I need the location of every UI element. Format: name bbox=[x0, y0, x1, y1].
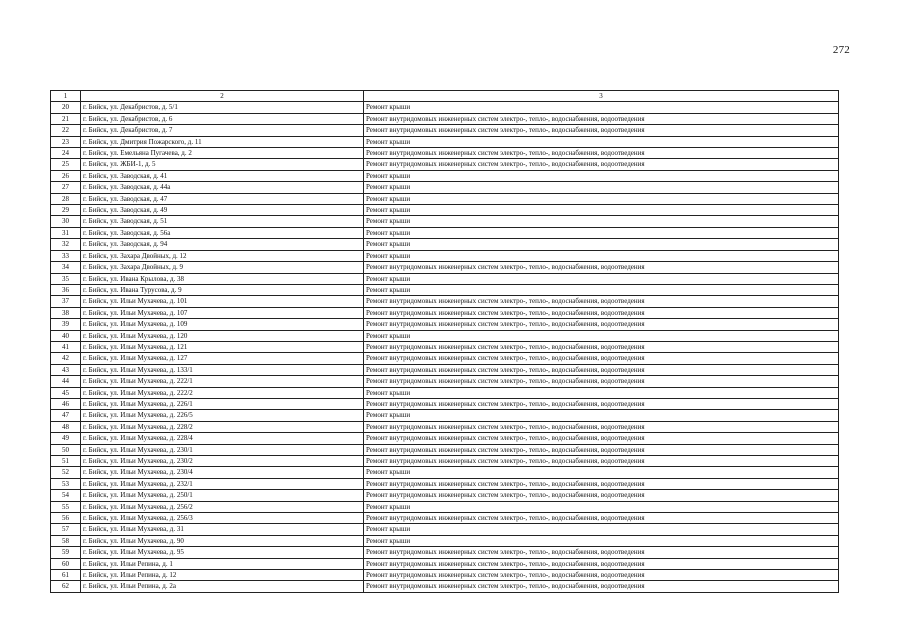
table-row bbox=[51, 296, 839, 307]
table-row bbox=[51, 570, 839, 581]
table-row bbox=[51, 136, 839, 147]
address-cell: г. Бийск, ул. Ильи Мухачева, д. 120 bbox=[81, 330, 364, 341]
work-type-cell: Ремонт крыши bbox=[364, 467, 839, 478]
address-cell: г. Бийск, ул. Ивана Турусова, д. 9 bbox=[81, 284, 364, 295]
address-cell: г. Бийск, ул. Ильи Мухачева, д. 222/2 bbox=[81, 387, 364, 398]
table-row bbox=[51, 524, 839, 535]
work-type-cell: Ремонт крыши bbox=[364, 250, 839, 261]
page-number: 272 bbox=[832, 44, 850, 56]
work-type-cell: Ремонт крыши bbox=[364, 273, 839, 284]
row-number-cell: 50 bbox=[51, 444, 81, 455]
address-cell: г. Бийск, ул. Заводская, д. 51 bbox=[81, 216, 364, 227]
work-type-cell: Ремонт крыши bbox=[364, 136, 839, 147]
address-cell: г. Бийск, ул. Захара Двойных, д. 9 bbox=[81, 262, 364, 273]
row-number-cell: 31 bbox=[51, 227, 81, 238]
table-row bbox=[51, 410, 839, 421]
table-row bbox=[51, 398, 839, 409]
work-type-cell: Ремонт крыши bbox=[364, 182, 839, 193]
table-row bbox=[51, 148, 839, 159]
address-cell: г. Бийск, ул. Декабристов, д. 5/1 bbox=[81, 102, 364, 113]
row-number-cell: 22 bbox=[51, 125, 81, 136]
row-number-cell: 49 bbox=[51, 433, 81, 444]
work-type-cell: Ремонт внутридомовых инженерных систем электро-, тепло-, водоснабжения, водоотведения bbox=[364, 159, 839, 170]
table-row bbox=[51, 581, 839, 592]
row-number-cell: 39 bbox=[51, 319, 81, 330]
work-type-cell: Ремонт внутридомовых инженерных систем электро-, тепло-, водоснабжения, водоотведения bbox=[364, 113, 839, 124]
table-row bbox=[51, 262, 839, 273]
table-row bbox=[51, 170, 839, 181]
work-type-cell: Ремонт крыши bbox=[364, 102, 839, 113]
table-row bbox=[51, 535, 839, 546]
row-number-cell: 52 bbox=[51, 467, 81, 478]
row-number-cell: 43 bbox=[51, 364, 81, 375]
row-number-cell: 56 bbox=[51, 513, 81, 524]
work-type-cell: Ремонт крыши bbox=[364, 239, 839, 250]
address-cell: г. Бийск, ул. Ильи Мухачева, д. 230/2 bbox=[81, 456, 364, 467]
work-type-cell: Ремонт внутридомовых инженерных систем электро-, тепло-, водоснабжения, водоотведения bbox=[364, 478, 839, 489]
table-row bbox=[51, 250, 839, 261]
table-row bbox=[51, 353, 839, 364]
table-row bbox=[51, 113, 839, 124]
table-row bbox=[51, 193, 839, 204]
column-header-work-type: 3 bbox=[364, 91, 839, 102]
column-header-address: 2 bbox=[81, 91, 364, 102]
table-row bbox=[51, 387, 839, 398]
table-row bbox=[51, 444, 839, 455]
address-cell: г. Бийск, ул. Декабристов, д. 6 bbox=[81, 113, 364, 124]
table-row bbox=[51, 319, 839, 330]
repair-schedule-table bbox=[50, 90, 839, 593]
work-type-cell: Ремонт внутридомовых инженерных систем электро-, тепло-, водоснабжения, водоотведения bbox=[364, 376, 839, 387]
table-row bbox=[51, 182, 839, 193]
row-number-cell: 33 bbox=[51, 250, 81, 261]
work-type-cell: Ремонт внутридомовых инженерных систем электро-, тепло-, водоснабжения, водоотведения bbox=[364, 319, 839, 330]
table-body bbox=[51, 102, 839, 592]
row-number-cell: 32 bbox=[51, 239, 81, 250]
work-type-cell: Ремонт крыши bbox=[364, 535, 839, 546]
work-type-cell: Ремонт внутридомовых инженерных систем электро-, тепло-, водоснабжения, водоотведения bbox=[364, 444, 839, 455]
address-cell: г. Бийск, ул. Ильи Мухачева, д. 250/1 bbox=[81, 490, 364, 501]
work-type-cell: Ремонт крыши bbox=[364, 387, 839, 398]
work-type-cell: Ремонт внутридомовых инженерных систем электро-, тепло-, водоснабжения, водоотведения bbox=[364, 570, 839, 581]
address-cell: г. Бийск, ул. Ильи Мухачева, д. 109 bbox=[81, 319, 364, 330]
table-row bbox=[51, 227, 839, 238]
table-row bbox=[51, 456, 839, 467]
work-type-cell: Ремонт внутридомовых инженерных систем электро-, тепло-, водоснабжения, водоотведения bbox=[364, 547, 839, 558]
address-cell: г. Бийск, ул. Ильи Мухачева, д. 256/2 bbox=[81, 501, 364, 512]
address-cell: г. Бийск, ул. Ильи Мухачева, д. 107 bbox=[81, 307, 364, 318]
address-cell: г. Бийск, ул. Ильи Мухачева, д. 228/2 bbox=[81, 421, 364, 432]
row-number-cell: 20 bbox=[51, 102, 81, 113]
work-type-cell: Ремонт внутридомовых инженерных систем электро-, тепло-, водоснабжения, водоотведения bbox=[364, 296, 839, 307]
row-number-cell: 58 bbox=[51, 535, 81, 546]
row-number-cell: 34 bbox=[51, 262, 81, 273]
table-row bbox=[51, 330, 839, 341]
work-type-cell: Ремонт внутридомовых инженерных систем электро-, тепло-, водоснабжения, водоотведения bbox=[364, 364, 839, 375]
row-number-cell: 54 bbox=[51, 490, 81, 501]
address-cell: г. Бийск, ул. Ильи Мухачева, д. 95 bbox=[81, 547, 364, 558]
address-cell: г. Бийск, ул. Декабристов, д. 7 bbox=[81, 125, 364, 136]
row-number-cell: 45 bbox=[51, 387, 81, 398]
work-type-cell: Ремонт внутридомовых инженерных систем электро-, тепло-, водоснабжения, водоотведения bbox=[364, 148, 839, 159]
row-number-cell: 59 bbox=[51, 547, 81, 558]
table-header-row bbox=[51, 91, 839, 102]
address-cell: г. Бийск, ул. Ильи Мухачева, д. 232/1 bbox=[81, 478, 364, 489]
work-type-cell: Ремонт внутридомовых инженерных систем электро-, тепло-, водоснабжения, водоотведения bbox=[364, 581, 839, 592]
row-number-cell: 41 bbox=[51, 341, 81, 352]
row-number-cell: 47 bbox=[51, 410, 81, 421]
row-number-cell: 25 bbox=[51, 159, 81, 170]
table-row bbox=[51, 273, 839, 284]
address-cell: г. Бийск, ул. Заводская, д. 49 bbox=[81, 205, 364, 216]
work-type-cell: Ремонт внутридомовых инженерных систем электро-, тепло-, водоснабжения, водоотведения bbox=[364, 341, 839, 352]
address-cell: г. Бийск, ул. Ильи Мухачева, д. 31 bbox=[81, 524, 364, 535]
table-row bbox=[51, 205, 839, 216]
address-cell: г. Бийск, ул. Дмитрия Пожарского, д. 11 bbox=[81, 136, 364, 147]
row-number-cell: 48 bbox=[51, 421, 81, 432]
row-number-cell: 26 bbox=[51, 170, 81, 181]
row-number-cell: 35 bbox=[51, 273, 81, 284]
column-header-number: 1 bbox=[51, 91, 81, 102]
table-row bbox=[51, 102, 839, 113]
work-type-cell: Ремонт крыши bbox=[364, 227, 839, 238]
work-type-cell: Ремонт крыши bbox=[364, 501, 839, 512]
work-type-cell: Ремонт крыши bbox=[364, 524, 839, 535]
row-number-cell: 23 bbox=[51, 136, 81, 147]
address-cell: г. Бийск, ул. Ильи Мухачева, д. 226/5 bbox=[81, 410, 364, 421]
table-row bbox=[51, 478, 839, 489]
row-number-cell: 62 bbox=[51, 581, 81, 592]
row-number-cell: 29 bbox=[51, 205, 81, 216]
table-row bbox=[51, 513, 839, 524]
address-cell: г. Бийск, ул. Ильи Мухачева, д. 133/1 bbox=[81, 364, 364, 375]
row-number-cell: 38 bbox=[51, 307, 81, 318]
address-cell: г. Бийск, ул. ЖБИ-1, д. 5 bbox=[81, 159, 364, 170]
address-cell: г. Бийск, ул. Ильи Мухачева, д. 230/4 bbox=[81, 467, 364, 478]
work-type-cell: Ремонт внутридомовых инженерных систем электро-, тепло-, водоснабжения, водоотведения bbox=[364, 262, 839, 273]
row-number-cell: 30 bbox=[51, 216, 81, 227]
table-row bbox=[51, 433, 839, 444]
work-type-cell: Ремонт внутридомовых инженерных систем электро-, тепло-, водоснабжения, водоотведения bbox=[364, 558, 839, 569]
address-cell: г. Бийск, ул. Ильи Репина, д. 2а bbox=[81, 581, 364, 592]
work-type-cell: Ремонт внутридомовых инженерных систем электро-, тепло-, водоснабжения, водоотведения bbox=[364, 456, 839, 467]
work-type-cell: Ремонт внутридомовых инженерных систем электро-, тепло-, водоснабжения, водоотведения bbox=[364, 398, 839, 409]
work-type-cell: Ремонт крыши bbox=[364, 284, 839, 295]
table-row bbox=[51, 558, 839, 569]
row-number-cell: 36 bbox=[51, 284, 81, 295]
address-cell: г. Бийск, ул. Заводская, д. 94 bbox=[81, 239, 364, 250]
work-type-cell: Ремонт внутридомовых инженерных систем электро-, тепло-, водоснабжения, водоотведения bbox=[364, 125, 839, 136]
address-cell: г. Бийск, ул. Ильи Мухачева, д. 256/3 bbox=[81, 513, 364, 524]
work-type-cell: Ремонт крыши bbox=[364, 410, 839, 421]
address-cell: г. Бийск, ул. Ильи Мухачева, д. 226/1 bbox=[81, 398, 364, 409]
table-row bbox=[51, 376, 839, 387]
work-type-cell: Ремонт внутридомовых инженерных систем электро-, тепло-, водоснабжения, водоотведения bbox=[364, 490, 839, 501]
table-row bbox=[51, 421, 839, 432]
row-number-cell: 55 bbox=[51, 501, 81, 512]
address-cell: г. Бийск, ул. Ильи Репина, д. 12 bbox=[81, 570, 364, 581]
table-row bbox=[51, 216, 839, 227]
table-row bbox=[51, 239, 839, 250]
work-type-cell: Ремонт внутридомовых инженерных систем электро-, тепло-, водоснабжения, водоотведения bbox=[364, 513, 839, 524]
address-cell: г. Бийск, ул. Ильи Мухачева, д. 228/4 bbox=[81, 433, 364, 444]
work-type-cell: Ремонт внутридомовых инженерных систем электро-, тепло-, водоснабжения, водоотведения bbox=[364, 307, 839, 318]
table-row bbox=[51, 159, 839, 170]
table-row bbox=[51, 341, 839, 352]
work-type-cell: Ремонт крыши bbox=[364, 193, 839, 204]
table-row bbox=[51, 284, 839, 295]
table-row bbox=[51, 490, 839, 501]
row-number-cell: 57 bbox=[51, 524, 81, 535]
address-cell: г. Бийск, ул. Захара Двойных, д. 12 bbox=[81, 250, 364, 261]
row-number-cell: 61 bbox=[51, 570, 81, 581]
work-type-cell: Ремонт крыши bbox=[364, 330, 839, 341]
address-cell: г. Бийск, ул. Емельяна Пугачева, д. 2 bbox=[81, 148, 364, 159]
address-cell: г. Бийск, ул. Ильи Мухачева, д. 230/1 bbox=[81, 444, 364, 455]
row-number-cell: 53 bbox=[51, 478, 81, 489]
row-number-cell: 37 bbox=[51, 296, 81, 307]
table-row bbox=[51, 467, 839, 478]
row-number-cell: 51 bbox=[51, 456, 81, 467]
row-number-cell: 44 bbox=[51, 376, 81, 387]
address-cell: г. Бийск, ул. Заводская, д. 41 bbox=[81, 170, 364, 181]
table-row bbox=[51, 307, 839, 318]
table-row bbox=[51, 125, 839, 136]
address-cell: г. Бийск, ул. Ивана Крылова, д. 38 bbox=[81, 273, 364, 284]
table-row bbox=[51, 364, 839, 375]
row-number-cell: 46 bbox=[51, 398, 81, 409]
row-number-cell: 24 bbox=[51, 148, 81, 159]
work-type-cell: Ремонт внутридомовых инженерных систем электро-, тепло-, водоснабжения, водоотведения bbox=[364, 433, 839, 444]
address-cell: г. Бийск, ул. Ильи Репина, д. 1 bbox=[81, 558, 364, 569]
row-number-cell: 42 bbox=[51, 353, 81, 364]
row-number-cell: 40 bbox=[51, 330, 81, 341]
address-cell: г. Бийск, ул. Заводская, д. 44а bbox=[81, 182, 364, 193]
address-cell: г. Бийск, ул. Ильи Мухачева, д. 90 bbox=[81, 535, 364, 546]
row-number-cell: 27 bbox=[51, 182, 81, 193]
address-cell: г. Бийск, ул. Заводская, д. 47 bbox=[81, 193, 364, 204]
address-cell: г. Бийск, ул. Ильи Мухачева, д. 101 bbox=[81, 296, 364, 307]
work-type-cell: Ремонт внутридомовых инженерных систем электро-, тепло-, водоснабжения, водоотведения bbox=[364, 421, 839, 432]
row-number-cell: 28 bbox=[51, 193, 81, 204]
work-type-cell: Ремонт крыши bbox=[364, 205, 839, 216]
work-type-cell: Ремонт крыши bbox=[364, 170, 839, 181]
table-row bbox=[51, 547, 839, 558]
row-number-cell: 21 bbox=[51, 113, 81, 124]
address-cell: г. Бийск, ул. Ильи Мухачева, д. 121 bbox=[81, 341, 364, 352]
table-row bbox=[51, 501, 839, 512]
work-type-cell: Ремонт внутридомовых инженерных систем электро-, тепло-, водоснабжения, водоотведения bbox=[364, 353, 839, 364]
address-cell: г. Бийск, ул. Ильи Мухачева, д. 222/1 bbox=[81, 376, 364, 387]
work-type-cell: Ремонт крыши bbox=[364, 216, 839, 227]
address-cell: г. Бийск, ул. Ильи Мухачева, д. 127 bbox=[81, 353, 364, 364]
row-number-cell: 60 bbox=[51, 558, 81, 569]
address-cell: г. Бийск, ул. Заводская, д. 56а bbox=[81, 227, 364, 238]
